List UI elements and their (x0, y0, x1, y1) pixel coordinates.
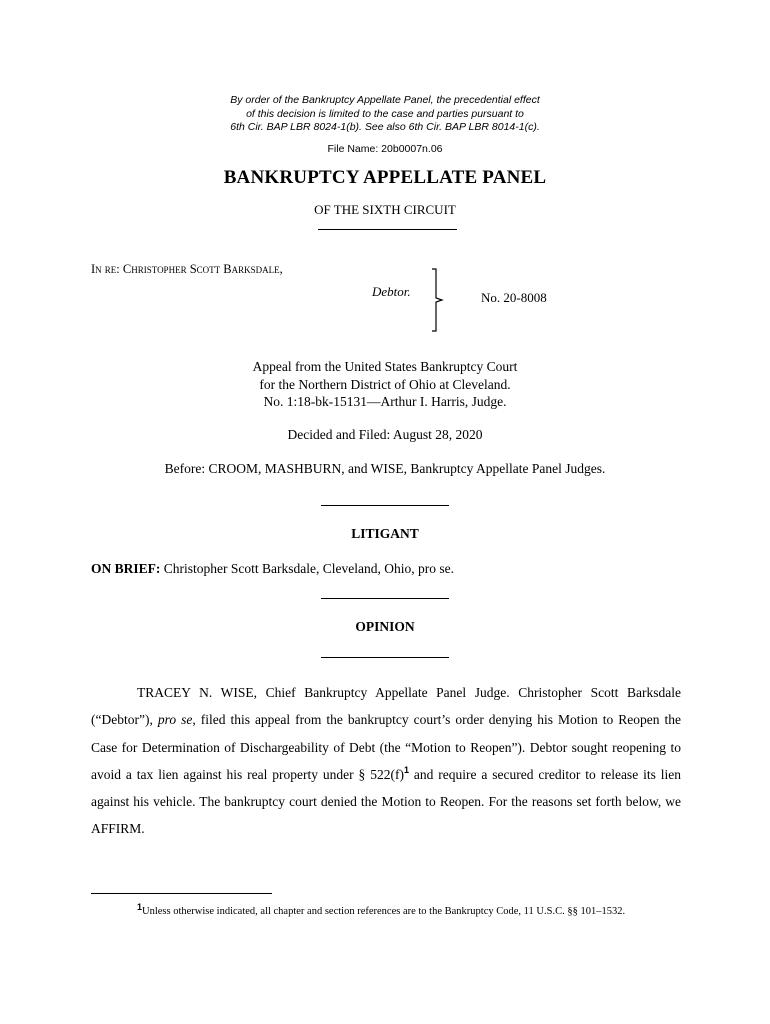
appeal-line-1: Appeal from the United States Bankruptcy Court (252, 359, 518, 374)
precedential-notice (0, 94, 770, 135)
footnote-text: Unless otherwise indicated, all chapter and section references are to the Bankruptcy Code, 11 U.S.C. §§ 101–1532. (142, 906, 626, 917)
notice-line-2: of this decision is limited to the case and parties pursuant to (246, 107, 524, 120)
caption-bracket (424, 268, 446, 332)
in-re-party: In re: Christopher Scott Barksdale, (91, 262, 283, 276)
court-title: BANKRUPTCY APPELLATE PANEL (223, 167, 547, 188)
litigant-heading: LITIGANT (351, 526, 419, 541)
on-brief-label: ON BRIEF: (91, 561, 161, 576)
court-subtitle: OF THE SIXTH CIRCUIT (314, 202, 456, 217)
on-brief-text: Christopher Scott Barksdale, Cleveland, Ohio, pro se. (163, 561, 454, 576)
decided-filed: Decided and Filed: August 28, 2020 (287, 427, 483, 442)
section-rule-1 (321, 505, 449, 506)
file-name: File Name: 20b0007n.06 (327, 143, 443, 155)
footnote-rule (91, 893, 272, 894)
opinion-text-part-3: and require a secured creditor to release its lien against his vehicle. The bankruptcy court denied the Motion to Reopen. For the reasons set forth below, we AFFIRM. (91, 766, 681, 837)
on-brief-line (91, 560, 454, 578)
footnote-mark: 1 (137, 902, 143, 912)
section-rule-3 (321, 657, 449, 658)
opinion-paragraph (91, 679, 681, 843)
notice-line-1: By order of the Bankruptcy Appellate Panel, the precedential effect (230, 94, 540, 106)
footnote-reference[interactable]: 1 (403, 764, 409, 775)
opinion-text-part-2: , filed this appeal from the bankruptcy court’s order denying his Motion to Reopen the Case for Determination of Dischargeability of Debt (the “Motion to Reopen”). Debtor sought reopening to avoid a tax lien against his real property under § 522(f) (91, 712, 682, 782)
section-rule-2 (321, 598, 449, 599)
notice-line-3: 6th Cir. BAP LBR 8024-1(b). See also 6th Cir. BAP LBR 8014-1(c). (230, 121, 540, 133)
opinion-text-part-1: TRACEY N. WISE, Chief Bankruptcy Appellate Panel Judge. Christopher Scott Barksdale (“Debtor”), (91, 685, 681, 728)
pro-se-italic: pro se (157, 712, 193, 728)
panel-judges: Before: CROOM, MASHBURN, and WISE, Bankruptcy Appellate Panel Judges. (164, 461, 606, 476)
footnote (91, 904, 681, 919)
opinion-heading: OPINION (355, 619, 415, 634)
debtor-label: Debtor. (372, 284, 411, 299)
case-number: No. 20-8008 (481, 290, 547, 305)
title-rule (318, 229, 457, 230)
appeal-line-3: No. 1:18-bk-15131—Arthur I. Harris, Judge. (263, 394, 507, 409)
appeal-info (0, 358, 770, 411)
appeal-line-2: for the Northern District of Ohio at Cleveland. (259, 376, 511, 392)
